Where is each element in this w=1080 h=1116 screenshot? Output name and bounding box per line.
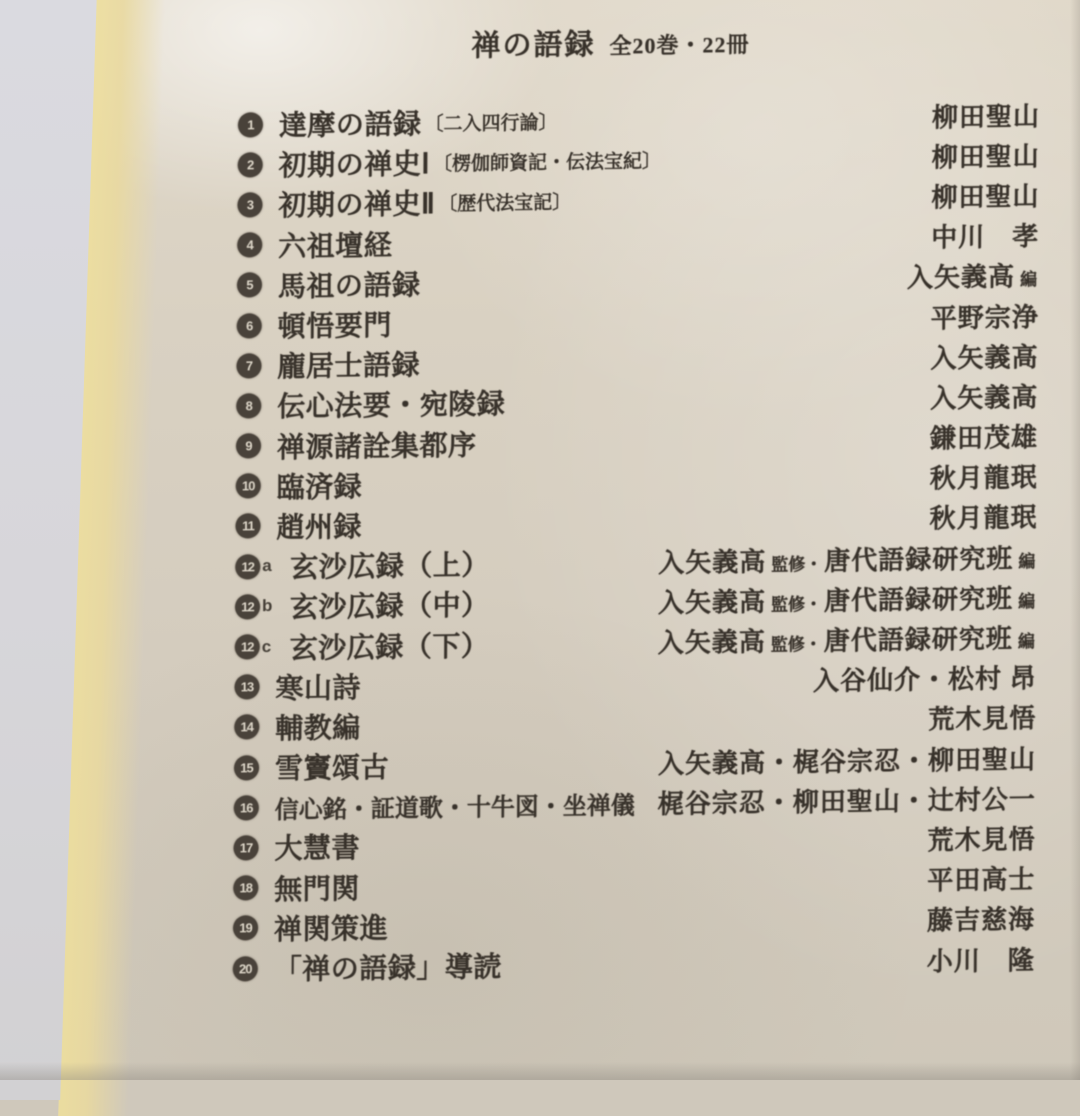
volume-number-badge: 4 bbox=[237, 232, 262, 257]
author-name: 入矢義高 bbox=[930, 382, 1039, 414]
volume-number-badge: 11 bbox=[235, 514, 260, 539]
volume-number-badge: 3 bbox=[237, 192, 262, 217]
volume-author bbox=[927, 859, 1035, 897]
volume-title: 六祖壇経 bbox=[278, 229, 393, 262]
volume-number-badge: 15 bbox=[234, 755, 259, 780]
author-name: 小川 隆 bbox=[926, 945, 1035, 976]
volume-subtitle-note: 〔二入四行論〕 bbox=[424, 111, 558, 135]
author-role-label: 監修・ bbox=[770, 594, 823, 615]
volume-number-badge: 6 bbox=[237, 313, 262, 338]
volume-number-badge: 12 bbox=[235, 634, 260, 659]
volume-number-badge: 16 bbox=[234, 795, 259, 820]
volume-number-badge: 7 bbox=[236, 353, 261, 378]
author-name: 柳田聖山 bbox=[931, 101, 1041, 133]
volume-letter: a bbox=[262, 556, 272, 576]
volume-number-badge: 2 bbox=[238, 152, 263, 177]
volume-author bbox=[813, 658, 1037, 698]
author-name: 柳田聖山 bbox=[931, 141, 1040, 173]
volume-author bbox=[658, 779, 1036, 821]
volume-number-badge: 1 bbox=[238, 112, 263, 137]
author-name: 荒木見悟 bbox=[927, 825, 1036, 856]
volume-number-badge: 12 bbox=[235, 594, 260, 619]
volume-author bbox=[927, 899, 1035, 937]
author-name: 入矢義高 bbox=[657, 627, 766, 659]
volume-number-badge: 20 bbox=[233, 956, 258, 981]
volume-author bbox=[658, 538, 1037, 580]
author-name: 平野宗浄 bbox=[930, 302, 1039, 333]
author-name: 入矢義高 bbox=[658, 547, 767, 578]
volume-title: 「禅の語録」導読 bbox=[273, 951, 502, 986]
volume-title: 禅関策進 bbox=[273, 912, 389, 945]
volume-number-badge: 5 bbox=[237, 273, 262, 298]
volume-title: 達摩の語録 bbox=[278, 108, 422, 142]
volume-letter: b bbox=[261, 596, 273, 616]
author-role-label-secondary: 編 bbox=[1018, 591, 1036, 612]
author-role-label-secondary: 編 bbox=[1017, 632, 1035, 652]
volume-author bbox=[658, 739, 1036, 781]
volume-title: 無門関 bbox=[274, 872, 360, 905]
volume-title: 寒山詩 bbox=[275, 671, 362, 704]
volume-author bbox=[931, 216, 1039, 254]
volume-list bbox=[233, 94, 1040, 989]
volume-author bbox=[929, 498, 1037, 536]
volume-author bbox=[930, 337, 1038, 375]
volume-title: 趙州録 bbox=[276, 510, 363, 543]
author-name-secondary: 唐代語録研究班 bbox=[823, 624, 1013, 656]
author-name-secondary: 唐代語録研究班 bbox=[823, 584, 1014, 616]
volume-title: 初期の禅史Ⅱ bbox=[278, 188, 436, 222]
volume-title: 玄沙広録（中） bbox=[289, 589, 490, 624]
author-name-secondary: 唐代語録研究班 bbox=[824, 544, 1014, 576]
volume-title: 玄沙広録（下） bbox=[289, 629, 490, 664]
volume-author bbox=[931, 176, 1039, 214]
volume-author bbox=[927, 940, 1035, 978]
author-role-label: 監修・ bbox=[770, 634, 822, 655]
series-title: 禅の語録 bbox=[471, 28, 596, 63]
volume-title: 初期の禅史Ⅰ bbox=[278, 148, 431, 182]
volume-author bbox=[930, 457, 1038, 495]
volume-title: 禅源諸詮集都序 bbox=[276, 428, 477, 463]
author-name: 梶谷宗忍・柳田聖山・辻村公一 bbox=[657, 784, 1036, 819]
volume-number-badge: 17 bbox=[233, 835, 258, 860]
photo-right-shadow bbox=[1070, 0, 1080, 1080]
author-name: 入矢義高 bbox=[906, 262, 1016, 294]
author-name: 藤吉慈海 bbox=[927, 905, 1036, 936]
volume-author bbox=[932, 136, 1040, 174]
volume-number-badge: 13 bbox=[234, 674, 259, 699]
author-name: 中川 孝 bbox=[931, 222, 1040, 253]
author-role-label: 監修・ bbox=[771, 554, 823, 575]
series-header bbox=[150, 16, 1070, 69]
volume-number-badge: 10 bbox=[236, 473, 261, 498]
volume-title: 頓悟要門 bbox=[277, 309, 392, 343]
series-edition: 全20巻・22冊 bbox=[609, 31, 750, 59]
photo-bottom-shadow bbox=[0, 1062, 1080, 1080]
volume-author bbox=[932, 96, 1040, 134]
volume-title: 伝心法要・宛陵録 bbox=[277, 388, 506, 423]
volume-author bbox=[658, 578, 1037, 620]
volume-number-badge: 18 bbox=[233, 875, 258, 900]
volume-title: 馬祖の語録 bbox=[277, 268, 421, 302]
author-role-label-secondary: 編 bbox=[1018, 551, 1036, 571]
volume-title: 龐居士語録 bbox=[277, 349, 421, 383]
volume-author bbox=[931, 297, 1039, 335]
author-name: 入矢義高 bbox=[657, 587, 767, 618]
author-role-label: 編 bbox=[1019, 270, 1038, 290]
author-name: 入谷仙介・松村 昂 bbox=[812, 664, 1037, 697]
author-name: 鎌田茂雄 bbox=[929, 423, 1039, 454]
volume-number-badge: 8 bbox=[236, 393, 261, 418]
author-name: 荒木見悟 bbox=[928, 704, 1037, 735]
volume-subtitle-note: 〔歴代法宝記〕 bbox=[438, 192, 572, 215]
volume-title: 大慧書 bbox=[274, 832, 361, 865]
volume-author bbox=[927, 819, 1035, 857]
author-name: 柳田聖山 bbox=[931, 182, 1040, 213]
author-name: 入矢義高 bbox=[930, 342, 1039, 374]
volume-number-badge: 9 bbox=[236, 433, 261, 458]
volume-author bbox=[930, 377, 1038, 415]
volume-letter: c bbox=[261, 636, 272, 656]
volume-number-badge: 14 bbox=[234, 715, 259, 740]
volume-author bbox=[907, 256, 1039, 295]
volume-number-badge: 12 bbox=[235, 554, 260, 579]
author-name: 平田高士 bbox=[927, 865, 1036, 896]
author-name: 秋月龍珉 bbox=[929, 463, 1038, 494]
author-name: 入矢義高・梶谷宗忍・柳田聖山 bbox=[657, 744, 1037, 779]
volume-author bbox=[928, 698, 1036, 736]
volume-title: 雪竇頌古 bbox=[274, 751, 390, 785]
author-name: 秋月龍珉 bbox=[929, 503, 1038, 534]
volume-author bbox=[658, 618, 1037, 660]
volume-title: 臨済録 bbox=[276, 470, 363, 503]
volume-subtitle-note: 〔楞伽師資記・伝法宝紀〕 bbox=[432, 150, 662, 175]
volume-title: 信心銘・証道歌・十牛図・坐禅儀 bbox=[274, 792, 635, 824]
volume-title: 輔教編 bbox=[275, 711, 361, 744]
volume-number-badge: 19 bbox=[233, 916, 258, 941]
volume-author bbox=[930, 417, 1038, 455]
volume-title: 玄沙広録（上） bbox=[290, 549, 490, 583]
